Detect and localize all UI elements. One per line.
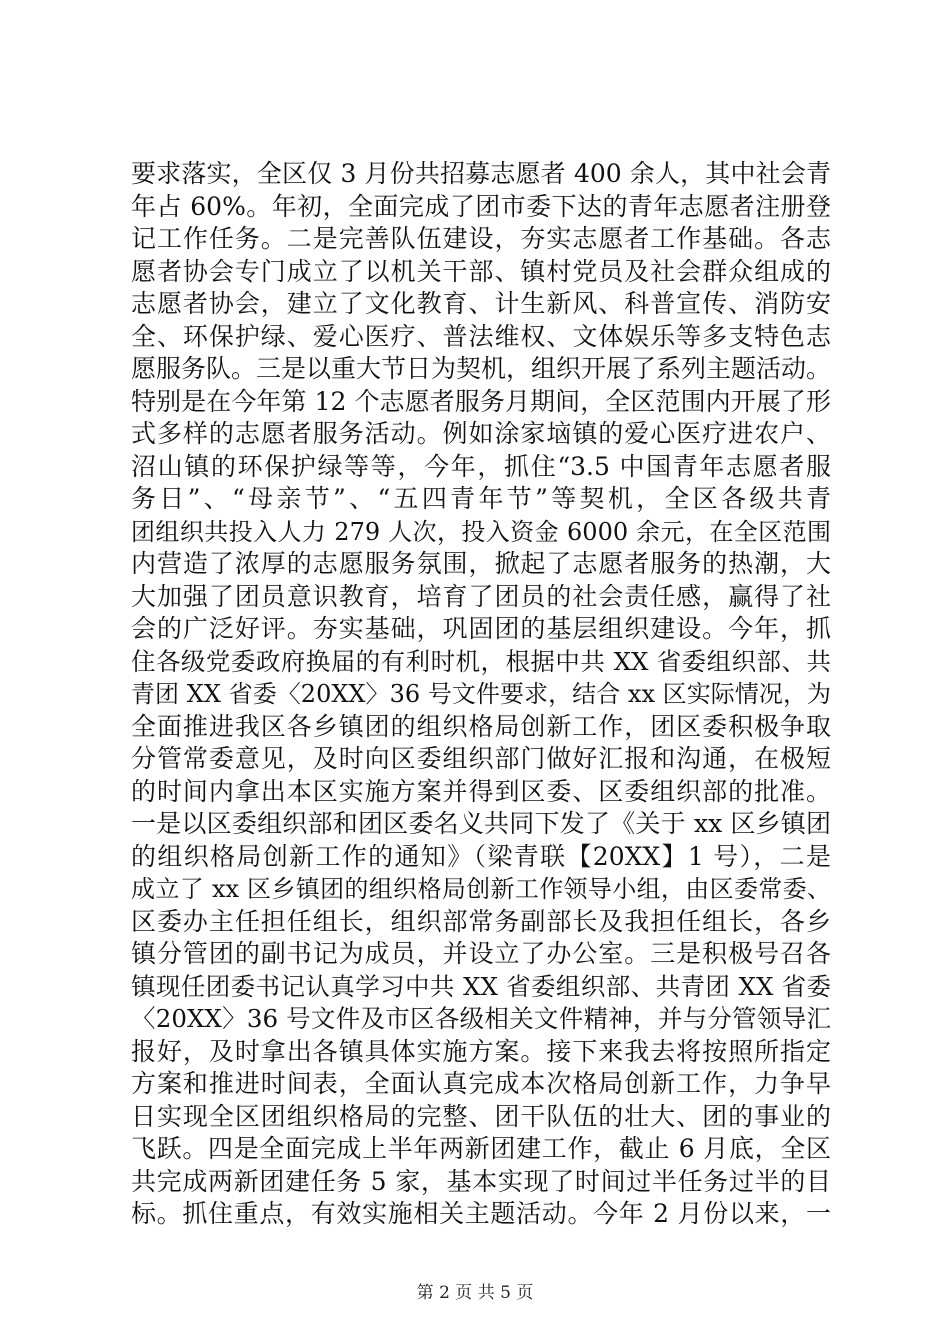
text-line: 报好，及时拿出各镇具体实施方案。接下来我去将按照所指定 xyxy=(131,1036,831,1066)
text-line: 住各级党委政府换届的有利时机，根据中共 XX 省委组织部、共 xyxy=(131,646,831,676)
text-line: 飞跃。四是全面完成上半年两新团建工作，截止 6 月底，全区 xyxy=(131,1134,831,1163)
body-text xyxy=(131,158,831,1231)
text-line: 区委办主任担任组长，组织部常务副部长及我担任组长，各乡 xyxy=(131,906,831,936)
text-line: 标。抓住重点，有效实施相关主题活动。今年 2 月份以来，一 xyxy=(131,1199,831,1228)
text-line: 的组织格局创新工作的通知》（梁青联【20XX】1 号），二是 xyxy=(131,841,831,871)
text-line: 沼山镇的环保护绿等等，今年，抓住“3.5 中国青年志愿者服 xyxy=(131,451,831,481)
text-line: 式多样的志愿者服务活动。例如涂家垴镇的爱心医疗进农户、 xyxy=(131,419,831,448)
text-line: 分管常委意见，及时向区委组织部门做好汇报和沟通，在极短 xyxy=(131,744,831,773)
text-line: 青团 XX 省委〈20XX〉36 号文件要求，结合 xx 区实际情况，为 xyxy=(131,680,831,708)
text-line: 镇分管团的副书记为成员，并设立了办公室。三是积极号召各 xyxy=(131,939,831,968)
text-line: 镇现任团委书记认真学习中共 XX 省委组织部、共青团 XX 省委 xyxy=(131,971,831,1001)
text-line: 年占 60%。年初，全面完成了团市委下达的青年志愿者注册登 xyxy=(131,191,831,221)
text-line: 全、环保护绿、爱心医疗、普法维权、文体娱乐等多支特色志 xyxy=(131,321,831,351)
text-line: 日实现全区团组织格局的完整、团干队伍的壮大、团的事业的 xyxy=(131,1101,831,1131)
text-line: 愿服务队。三是以重大节日为契机，组织开展了系列主题活动。 xyxy=(131,354,832,383)
text-line: 全面推进我区各乡镇团的组织格局创新工作，团区委积极争取 xyxy=(131,711,831,741)
text-line: 愿者协会专门成立了以机关干部、镇村党员及社会群众组成的 xyxy=(131,256,831,286)
text-line: 要求落实，全区仅 3 月份共招募志愿者 400 余人，其中社会青 xyxy=(131,159,831,188)
text-line: 务日”、“母亲节”、“五四青年节”等契机，全区各级共青 xyxy=(131,484,831,513)
text-line: 志愿者协会，建立了文化教育、计生新风、科普宣传、消防安 xyxy=(131,289,831,318)
text-line: 大加强了团员意识教育，培育了团员的社会责任感，赢得了社 xyxy=(131,581,831,611)
text-line: 记工作任务。二是完善队伍建设，夯实志愿者工作基础。各志 xyxy=(131,224,831,253)
text-line: 〈20XX〉36 号文件及市区各级相关文件精神，并与分管领导汇 xyxy=(131,1004,831,1033)
text-line: 方案和推进时间表，全面认真完成本次格局创新工作，力争早 xyxy=(131,1069,831,1098)
text-line: 特别是在今年第 12 个志愿者服务月期间，全区范围内开展了形 xyxy=(131,386,831,416)
text-line: 的时间内拿出本区实施方案并得到区委、区委组织部的批准。 xyxy=(131,776,831,806)
text-line: 共完成两新团建任务 5 家，基本实现了时间过半任务过半的目 xyxy=(131,1166,831,1196)
text-line: 成立了 xx 区乡镇团的组织格局创新工作领导小组，由区委常委、 xyxy=(131,875,831,903)
text-line: 团组织共投入人力 279 人次，投入资金 6000 余元，在全区范围 xyxy=(131,517,831,546)
page-number-footer: 第 2 页 共 5 页 xyxy=(416,1283,534,1303)
text-line: 一是以区委组织部和团区委名义共同下发了《关于 xx 区乡镇团 xyxy=(131,809,831,838)
text-line: 内营造了浓厚的志愿服务氛围，掀起了志愿者服务的热潮，大 xyxy=(131,549,831,578)
text-line: 会的广泛好评。夯实基础，巩固团的基层组织建设。今年，抓 xyxy=(131,614,831,643)
